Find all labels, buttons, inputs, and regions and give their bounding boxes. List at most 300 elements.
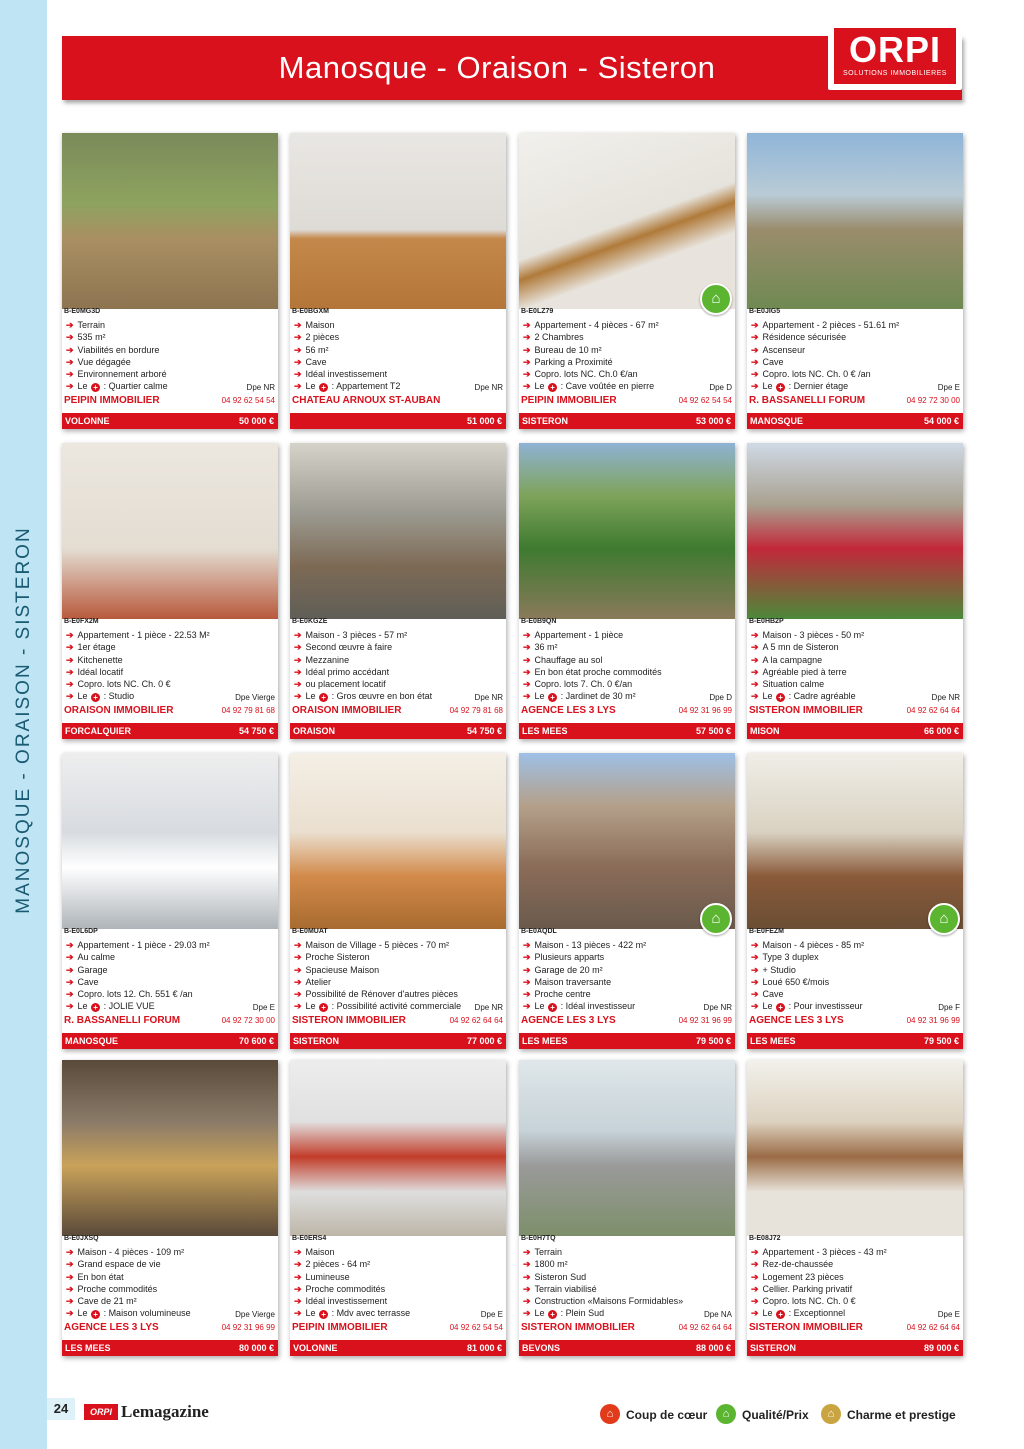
listing-town: SISTERON [293, 1036, 340, 1046]
feature-text: Copro. lots NC. Ch. 0 € [762, 1296, 856, 1307]
listing-town: MANOSQUE [750, 416, 804, 426]
agency-name[interactable]: PEIPIN IMMOBILIER [521, 395, 617, 406]
arrow-right-icon: ➔ [66, 1308, 74, 1319]
listing-photo[interactable] [519, 133, 735, 309]
agency-name[interactable]: ORAISON IMMOBILIER [64, 705, 174, 716]
page-number: 24 [47, 1398, 75, 1420]
agency-name[interactable]: R. BASSANELLI FORUM [64, 1015, 181, 1026]
listing-photo[interactable] [747, 443, 963, 619]
page-title: Manosque - Oraison - Sisteron [278, 50, 716, 85]
feature-text: A la campagne [762, 654, 823, 665]
feature-item [751, 939, 959, 951]
listing-card[interactable] [62, 753, 278, 1049]
arrow-right-icon: ➔ [751, 679, 759, 690]
agency-name[interactable]: SISTERON IMMOBILIER [749, 1322, 863, 1333]
listing-card[interactable] [519, 443, 735, 739]
feature-list [523, 1246, 731, 1320]
arrow-right-icon: ➔ [66, 320, 74, 330]
agency-row [64, 1322, 275, 1334]
arrow-right-icon: ➔ [523, 679, 531, 690]
feature-item [294, 319, 502, 331]
agency-phone[interactable]: 04 92 62 64 64 [906, 1323, 960, 1332]
feature-item [523, 380, 731, 392]
feature-text: Proche centre [534, 989, 591, 1000]
feature-text: Garage [77, 964, 108, 975]
listing-photo[interactable] [747, 1060, 963, 1236]
feature-text: Le + : JOLIE VUE [77, 1001, 155, 1013]
arrow-right-icon: ➔ [523, 344, 531, 355]
arrow-right-icon: ➔ [523, 940, 531, 950]
feature-text: En bon état [77, 1271, 124, 1282]
listing-card[interactable] [290, 443, 506, 739]
arrow-right-icon: ➔ [294, 369, 302, 380]
listing-card[interactable] [747, 753, 963, 1049]
price-bar [290, 1033, 506, 1049]
feature-text: Le + : Studio [77, 691, 135, 703]
feature-text: Atelier [305, 976, 332, 987]
listing-card[interactable] [290, 1060, 506, 1356]
listing-town: BEVONS [522, 1343, 561, 1353]
agency-phone[interactable]: 04 92 62 64 64 [449, 1016, 503, 1025]
arrow-right-icon: ➔ [294, 952, 302, 963]
arrow-right-icon: ➔ [523, 691, 531, 702]
feature-item [66, 1295, 274, 1307]
charme-prestige-icon: ⌂ [821, 1404, 841, 1424]
feature-text: Possibilité de Rénover d'autres pièces [305, 989, 458, 1000]
arrow-right-icon: ➔ [66, 952, 74, 963]
dpe-rating: Dpe E [937, 1310, 960, 1319]
listing-price: 81 000 € [466, 1343, 502, 1353]
feature-text: Garage de 20 m² [534, 964, 603, 975]
arrow-right-icon: ➔ [751, 940, 759, 950]
feature-item [523, 1307, 731, 1319]
feature-text: 2 pièces - 64 m² [305, 1259, 371, 1270]
agency-row [64, 1015, 275, 1027]
arrow-right-icon: ➔ [294, 1259, 302, 1270]
arrow-right-icon: ➔ [66, 691, 74, 702]
feature-text: Grand espace de vie [77, 1259, 161, 1270]
feature-text: Copro. lots NC. Ch. 0 € /an [762, 369, 871, 380]
feature-text: Ascenseur [762, 344, 806, 355]
price-bar [519, 1340, 735, 1356]
plus-icon: + [91, 1310, 100, 1319]
agency-name[interactable]: SISTERON IMMOBILIER [292, 1015, 406, 1026]
price-bar [747, 723, 963, 739]
dpe-rating: Dpe E [480, 1310, 503, 1319]
arrow-right-icon: ➔ [294, 976, 302, 987]
arrow-right-icon: ➔ [751, 642, 759, 653]
agency-row [521, 705, 732, 717]
arrow-right-icon: ➔ [751, 691, 759, 702]
listing-town: SISTERON [750, 1343, 797, 1353]
agency-phone[interactable]: 04 92 72 30 00 [906, 396, 960, 405]
feature-text: Terrain viabilisé [534, 1283, 597, 1294]
listing-photo[interactable] [62, 443, 278, 619]
feature-item [751, 1000, 959, 1012]
feature-item [751, 951, 959, 963]
agency-phone[interactable]: 04 92 79 81 68 [449, 706, 503, 715]
feature-text: Mezzanine [305, 654, 350, 665]
feature-text: Second œuvre à faire [305, 642, 393, 653]
feature-item [523, 641, 731, 653]
feature-text: A 5 mn de Sisteron [762, 642, 839, 653]
agency-name[interactable]: PEIPIN IMMOBILIER [64, 395, 160, 406]
feature-text: Appartement - 1 pièce - 29.03 m² [77, 940, 210, 950]
arrow-right-icon: ➔ [751, 630, 759, 640]
feature-text: Le + : Quartier calme [77, 381, 168, 393]
agency-phone[interactable]: 04 92 62 54 54 [221, 396, 275, 405]
feature-text: Cave de 21 m² [77, 1296, 137, 1307]
arrow-right-icon: ➔ [66, 1271, 74, 1282]
agency-phone[interactable]: 04 92 31 96 99 [221, 1323, 275, 1332]
arrow-right-icon: ➔ [294, 630, 302, 640]
listing-photo[interactable] [290, 753, 506, 929]
feature-item [523, 964, 731, 976]
plus-icon: + [91, 383, 100, 392]
listing-reference: B-E0JXSQ [64, 1235, 99, 1242]
feature-item [751, 690, 959, 702]
feature-item [66, 344, 274, 356]
feature-text: Appartement - 1 pièce - 22.53 M² [77, 630, 210, 640]
arrow-right-icon: ➔ [523, 666, 531, 677]
feature-text: Chauffage au sol [534, 654, 603, 665]
agency-name[interactable]: AGENCE LES 3 LYS [521, 705, 616, 716]
feature-item [66, 629, 274, 641]
feature-text: Le + : Dernier étage [762, 381, 849, 393]
plus-icon: + [548, 1003, 557, 1012]
feature-list [66, 1246, 274, 1320]
listing-town: SISTERON [522, 416, 569, 426]
feature-item [66, 641, 274, 653]
arrow-right-icon: ➔ [523, 1308, 531, 1319]
feature-item [294, 1000, 502, 1012]
agency-phone[interactable]: 04 92 79 81 68 [221, 706, 275, 715]
feature-item [523, 1271, 731, 1283]
listing-card[interactable] [747, 133, 963, 429]
plus-icon: + [319, 1310, 328, 1319]
feature-item [523, 678, 731, 690]
feature-item [294, 678, 502, 690]
arrow-right-icon: ➔ [751, 952, 759, 963]
feature-text: Au calme [77, 952, 116, 963]
agency-phone[interactable]: 04 92 62 64 64 [678, 1323, 732, 1332]
feature-item [66, 1258, 274, 1270]
listing-card[interactable] [747, 443, 963, 739]
agency-phone[interactable]: 04 92 31 96 99 [678, 1016, 732, 1025]
agency-phone[interactable]: 04 92 31 96 99 [678, 706, 732, 715]
feature-item [751, 356, 959, 368]
dpe-rating: Dpe D [709, 383, 732, 392]
feature-item [294, 939, 502, 951]
listing-price: 80 000 € [238, 1343, 274, 1353]
agency-name[interactable]: CHATEAU ARNOUX ST-AUBAN [292, 395, 441, 406]
agency-phone[interactable]: 04 92 62 64 64 [906, 706, 960, 715]
feature-text: Spacieuse Maison [305, 964, 380, 975]
feature-text: Appartement - 1 pièce [534, 630, 624, 640]
feature-item [751, 1295, 959, 1307]
agency-phone[interactable]: 04 92 31 96 99 [906, 1016, 960, 1025]
agency-row [521, 395, 732, 407]
arrow-right-icon: ➔ [523, 952, 531, 963]
listing-price: 88 000 € [695, 1343, 731, 1353]
listing-card[interactable] [290, 133, 506, 429]
feature-text: Copro. lots 12. Ch. 551 € /an [77, 989, 193, 1000]
listing-price: 50 000 € [238, 416, 274, 426]
feature-item [294, 1258, 502, 1270]
agency-name[interactable]: R. BASSANELLI FORUM [749, 395, 866, 406]
agency-name[interactable]: AGENCE LES 3 LYS [749, 1015, 844, 1026]
arrow-right-icon: ➔ [66, 332, 74, 343]
listing-town: LES MEES [522, 1036, 568, 1046]
arrow-right-icon: ➔ [66, 630, 74, 640]
dpe-rating: Dpe NR [474, 383, 503, 392]
listing-card[interactable] [747, 1060, 963, 1356]
arrow-right-icon: ➔ [523, 1283, 531, 1294]
feature-text: Le + : Exceptionnel [762, 1308, 846, 1320]
feature-text: Maison - 13 pièces - 422 m² [534, 940, 647, 950]
feature-item [66, 1271, 274, 1283]
price-bar [519, 723, 735, 739]
arrow-right-icon: ➔ [523, 964, 531, 975]
listing-card[interactable] [519, 133, 735, 429]
feature-item [751, 988, 959, 1000]
arrow-right-icon: ➔ [523, 989, 531, 1000]
arrow-right-icon: ➔ [751, 1271, 759, 1282]
arrow-right-icon: ➔ [751, 1247, 759, 1257]
listing-card[interactable] [62, 133, 278, 429]
arrow-right-icon: ➔ [294, 691, 302, 702]
arrow-right-icon: ➔ [66, 976, 74, 987]
feature-item [523, 690, 731, 702]
feature-item [523, 976, 731, 988]
listing-photo[interactable] [519, 1060, 735, 1236]
plus-icon: + [776, 383, 785, 392]
listing-card[interactable] [62, 443, 278, 739]
arrow-right-icon: ➔ [294, 332, 302, 343]
listing-photo[interactable] [62, 133, 278, 309]
feature-text: Le + : Gros œuvre en bon état [305, 691, 433, 703]
arrow-right-icon: ➔ [523, 976, 531, 987]
listing-reference: B-E0KGZE [292, 618, 328, 625]
arrow-right-icon: ➔ [523, 332, 531, 343]
agency-name[interactable]: ORAISON IMMOBILIER [292, 705, 402, 716]
qualite-prix-icon: ⌂ [716, 1404, 736, 1424]
listing-photo[interactable] [747, 753, 963, 929]
feature-text: Rez-de-chaussée [762, 1259, 834, 1270]
feature-text: Kitchenette [77, 654, 123, 665]
feature-text: Environnement arboré [77, 369, 167, 380]
feature-list [751, 1246, 959, 1320]
feature-item [523, 356, 731, 368]
listing-card[interactable] [290, 753, 506, 1049]
listing-town: LES MEES [750, 1036, 796, 1046]
plus-icon: + [548, 1310, 557, 1319]
feature-text: Cave [762, 989, 784, 1000]
feature-text: Copro. lots NC. Ch. 0 € [77, 679, 171, 690]
plus-icon: + [776, 1003, 785, 1012]
feature-text: Maison [305, 1247, 335, 1257]
arrow-right-icon: ➔ [66, 940, 74, 950]
agency-row [292, 705, 503, 717]
feature-text: Lumineuse [305, 1271, 350, 1282]
feature-item [294, 1307, 502, 1319]
logo-text: ORPI [848, 29, 941, 70]
listing-photo[interactable] [519, 753, 735, 929]
price-bar [62, 1033, 278, 1049]
feature-item [523, 1295, 731, 1307]
listing-photo[interactable] [62, 1060, 278, 1236]
listing-photo[interactable] [290, 133, 506, 309]
feature-item [751, 654, 959, 666]
feature-text: Vue dégagée [77, 356, 131, 367]
feature-item [751, 380, 959, 392]
feature-text: Le + : Cadre agréable [762, 691, 856, 703]
feature-text: Idéal investissement [305, 369, 388, 380]
dpe-rating: Dpe F [938, 1003, 960, 1012]
agency-phone[interactable]: 04 92 62 54 54 [449, 1323, 503, 1332]
footer-orpi-logo: ORPI [84, 1404, 118, 1420]
arrow-right-icon: ➔ [751, 369, 759, 380]
arrow-right-icon: ➔ [66, 381, 74, 392]
arrow-right-icon: ➔ [294, 1296, 302, 1307]
plus-icon: + [319, 383, 328, 392]
feature-item [294, 629, 502, 641]
arrow-right-icon: ➔ [294, 1247, 302, 1257]
agency-name[interactable]: AGENCE LES 3 LYS [521, 1015, 616, 1026]
feature-list [523, 629, 731, 703]
arrow-right-icon: ➔ [294, 679, 302, 690]
feature-item [66, 988, 274, 1000]
feature-text: Proche commodités [77, 1283, 158, 1294]
feature-item [523, 654, 731, 666]
listing-photo[interactable] [290, 443, 506, 619]
feature-item [294, 368, 502, 380]
feature-text: Résidence sécurisée [762, 332, 847, 343]
listing-photo[interactable] [519, 443, 735, 619]
listing-photo[interactable] [747, 133, 963, 309]
feature-item [523, 629, 731, 641]
agency-name[interactable]: SISTERON IMMOBILIER [749, 705, 863, 716]
agency-phone[interactable]: 04 92 72 30 00 [221, 1016, 275, 1025]
feature-text: Terrain [77, 320, 106, 330]
plus-icon: + [548, 383, 557, 392]
feature-item [523, 1000, 731, 1012]
feature-item [294, 1246, 502, 1258]
logo-subtitle: SOLUTIONS IMMOBILIERES [843, 70, 947, 77]
arrow-right-icon: ➔ [523, 630, 531, 640]
feature-item [751, 331, 959, 343]
feature-item [751, 678, 959, 690]
feature-text: Construction «Maisons Formidables» [534, 1296, 684, 1307]
feature-item [751, 964, 959, 976]
arrow-right-icon: ➔ [66, 1296, 74, 1307]
feature-item [523, 951, 731, 963]
dpe-rating: Dpe D [709, 693, 732, 702]
feature-item [751, 641, 959, 653]
feature-text: Idéal locatif [77, 666, 124, 677]
qualite-prix-icon: ⌂ [700, 903, 732, 935]
feature-list [66, 319, 274, 393]
price-bar [290, 1340, 506, 1356]
feature-text: Maison de Village - 5 pièces - 70 m² [305, 940, 449, 950]
side-bar [0, 0, 47, 1449]
feature-text: Appartement - 4 pièces - 67 m² [534, 320, 659, 330]
agency-row [292, 1015, 503, 1027]
feature-item [294, 1271, 502, 1283]
feature-text: Cave [762, 356, 784, 367]
listing-photo[interactable] [290, 1060, 506, 1236]
listing-card[interactable] [62, 1060, 278, 1356]
agency-row [292, 395, 503, 407]
listing-reference: B-E0FX2M [64, 618, 99, 625]
listing-reference: B-E0HB2P [749, 618, 784, 625]
listing-photo[interactable] [62, 753, 278, 929]
feature-text: 1er étage [77, 642, 116, 653]
feature-item [66, 964, 274, 976]
arrow-right-icon: ➔ [294, 356, 302, 367]
listing-price: 70 600 € [238, 1036, 274, 1046]
listing-price: 53 000 € [695, 416, 731, 426]
feature-text: Appartement - 3 pièces - 43 m² [762, 1247, 887, 1257]
feature-text: Le + : Plein Sud [534, 1308, 605, 1320]
arrow-right-icon: ➔ [294, 940, 302, 950]
feature-text: Loué 650 €/mois [762, 976, 830, 987]
plus-icon: + [319, 693, 328, 702]
feature-item [523, 319, 731, 331]
feature-item [751, 1258, 959, 1270]
agency-row [749, 1015, 960, 1027]
arrow-right-icon: ➔ [751, 1283, 759, 1294]
agency-name[interactable]: AGENCE LES 3 LYS [64, 1322, 159, 1333]
feature-text: Maison - 4 pièces - 85 m² [762, 940, 865, 950]
listing-reference: B-E0MUAT [292, 928, 328, 935]
agency-row [292, 1322, 503, 1334]
arrow-right-icon: ➔ [751, 344, 759, 355]
agency-name[interactable]: SISTERON IMMOBILIER [521, 1322, 635, 1333]
feature-item [66, 380, 274, 392]
feature-text: Situation calme [762, 679, 825, 690]
arrow-right-icon: ➔ [751, 356, 759, 367]
arrow-right-icon: ➔ [66, 1001, 74, 1012]
arrow-right-icon: ➔ [294, 666, 302, 677]
arrow-right-icon: ➔ [66, 642, 74, 653]
feature-item [751, 1307, 959, 1319]
listing-reference: B-E0LZ79 [521, 308, 554, 315]
price-bar [747, 1340, 963, 1356]
feature-text: Type 3 duplex [762, 952, 819, 963]
listing-reference: B-E0H7TQ [521, 1235, 556, 1242]
listing-town: FORCALQUIER [65, 726, 131, 736]
feature-item [523, 1258, 731, 1270]
arrow-right-icon: ➔ [294, 654, 302, 665]
agency-row [749, 395, 960, 407]
dpe-rating: Dpe Vierge [235, 1310, 275, 1319]
listing-card[interactable] [519, 753, 735, 1049]
feature-text: Appartement - 2 pièces - 51.61 m² [762, 320, 900, 330]
feature-item [294, 641, 502, 653]
agency-name[interactable]: PEIPIN IMMOBILIER [292, 1322, 388, 1333]
listing-reference: B-E0ERS4 [292, 1235, 327, 1242]
agency-row [521, 1322, 732, 1334]
feature-item [66, 951, 274, 963]
agency-phone[interactable]: 04 92 62 54 54 [678, 396, 732, 405]
feature-item [66, 1246, 274, 1258]
feature-text: + Studio [762, 964, 796, 975]
feature-item [294, 654, 502, 666]
listing-card[interactable] [519, 1060, 735, 1356]
feature-text: Maison traversante [534, 976, 612, 987]
feature-text: Terrain [534, 1247, 563, 1257]
